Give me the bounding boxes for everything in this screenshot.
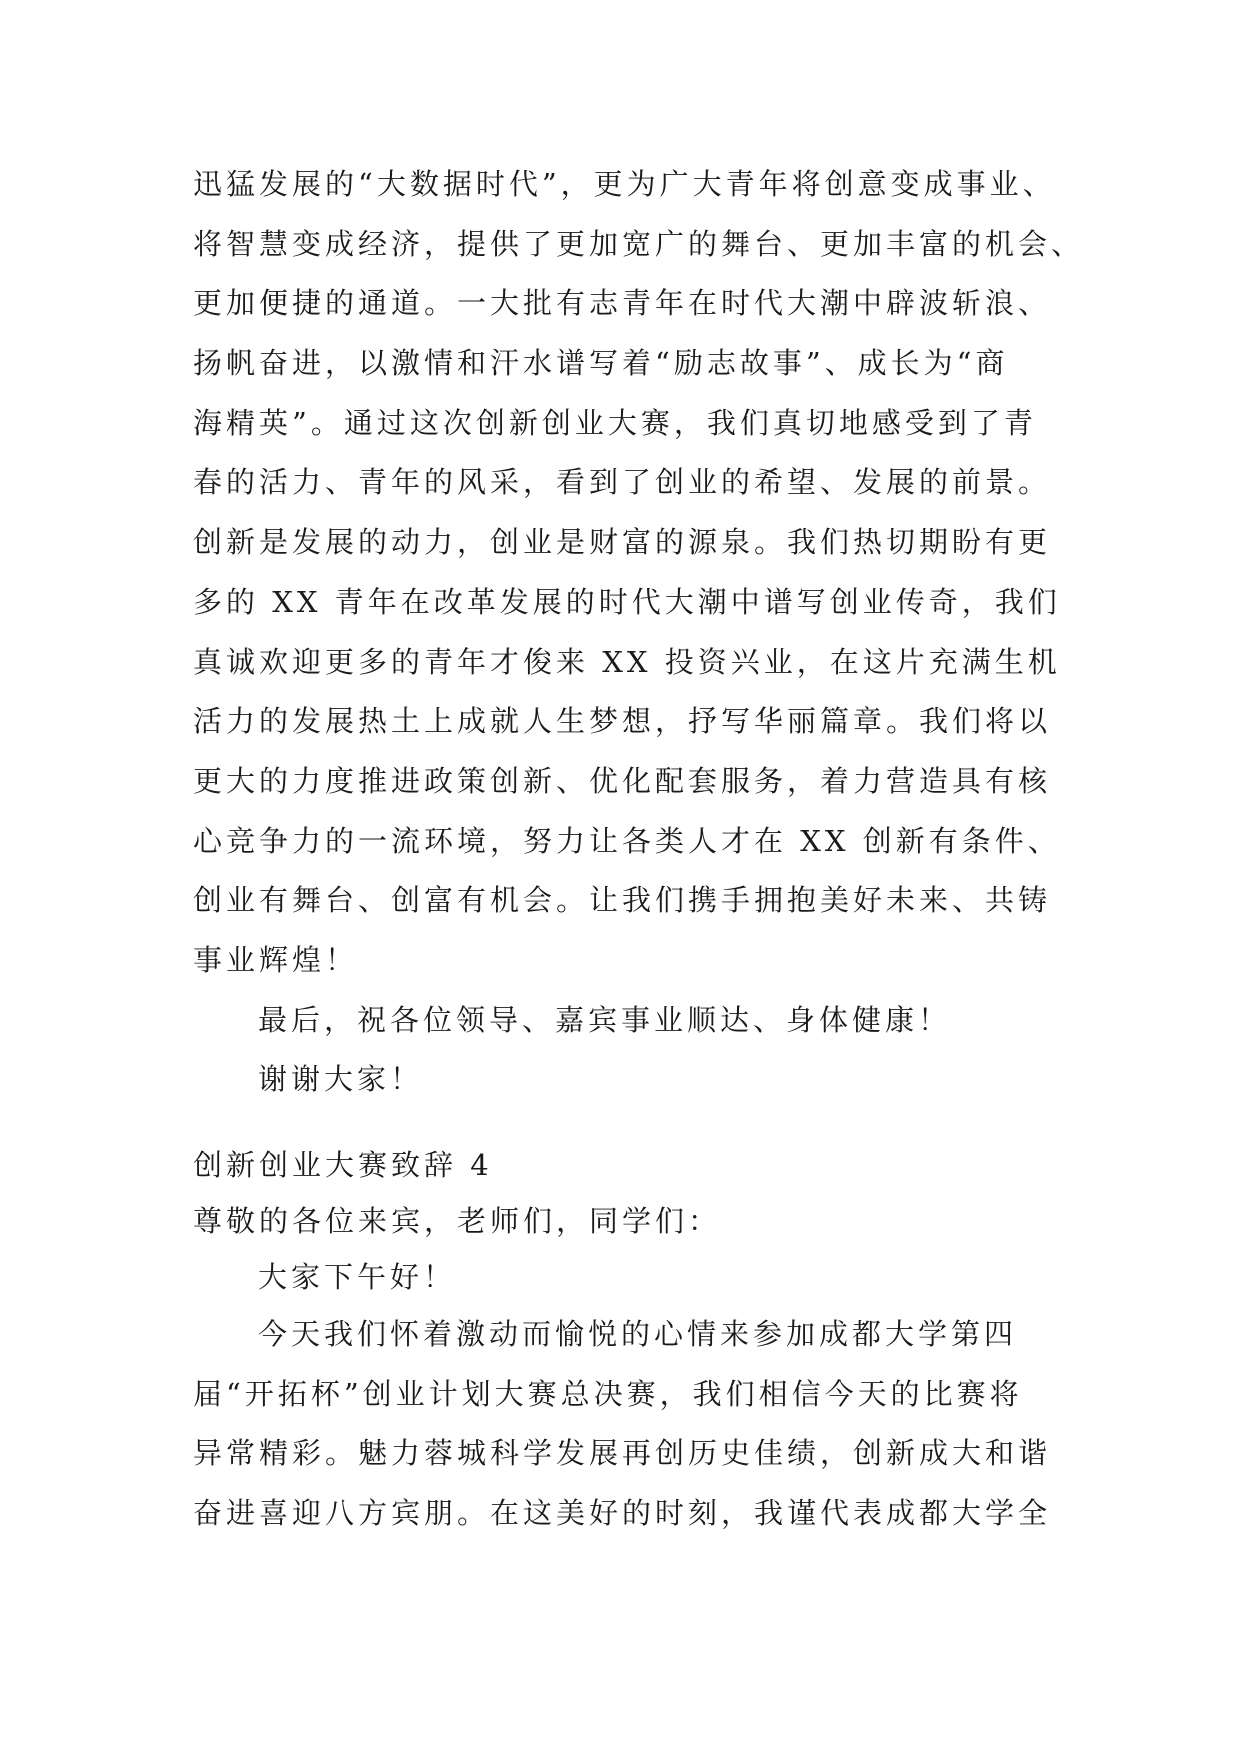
paragraph-line: 将智慧变成经济，提供了更加宽广的舞台、更加丰富的机会、 [193,226,1085,261]
section-title: 创新创业大赛致辞 4 [193,1148,493,1182]
paragraph-line: 心竞争力的一流环境，努力让各类人才在 XX 创新有条件、 [193,823,1061,858]
paragraph-line: 真诚欢迎更多的青年才俊来 XX 投资兴业，在这片充满生机 [193,644,1061,679]
paragraph-line: 迅猛发展的“大数据时代”，更为广大青年将创意变成事业、 [193,167,1056,201]
paragraph-line: 多的 XX 青年在改革发展的时代大潮中谱写创业传奇，我们 [193,584,1061,619]
greeting: 大家下午好！ [258,1260,457,1294]
salutation: 尊敬的各位来宾，老师们，同学们： [193,1204,722,1238]
speech-body-block [193,155,1085,1110]
paragraph-line: 事业辉煌！ [193,942,359,977]
paragraph-line: 活力的发展热土上成就人生梦想，抒写华丽篇章。我们将以 [193,704,1052,739]
next-speech-block [193,1138,1073,1543]
paragraph-line: 春的活力、青年的风采，看到了创业的希望、发展的前景。 [193,465,1052,500]
paragraph-line: 今天我们怀着激动而愉悦的心情来参加成都大学第四 [258,1317,1018,1351]
paragraph-line: 届“开拓杯”创业计划大赛总决赛，我们相信今天的比赛将 [193,1376,1023,1411]
paragraph-line: 更大的力度推进政策创新、优化配套服务，着力营造具有核 [193,763,1052,798]
paragraph-line: 扬帆奋进，以激情和汗水谱写着“励志故事”、成长为“商 [193,346,1009,381]
paragraph-line: 创业有舞台、创富有机会。让我们携手拥抱美好未来、共铸 [193,883,1052,918]
closing-wish: 最后，祝各位领导、嘉宾事业顺达、身体健康！ [258,1002,952,1037]
paragraph-line: 奋进喜迎八方宾朋。在这美好的时刻，我谨代表成都大学全 [193,1495,1052,1530]
paragraph-line: 更加便捷的通道。一大批有志青年在时代大潮中辟波斩浪、 [193,286,1052,321]
paragraph-line: 海精英”。通过这次创新创业大赛，我们真切地感受到了青 [193,405,1037,440]
closing-thanks: 谢谢大家！ [258,1062,424,1097]
paragraph-line: 创新是发展的动力，创业是财富的源泉。我们热切期盼有更 [193,525,1052,560]
paragraph-line: 异常精彩。魅力蓉城科学发展再创历史佳绩，创新成大和谐 [193,1436,1052,1470]
